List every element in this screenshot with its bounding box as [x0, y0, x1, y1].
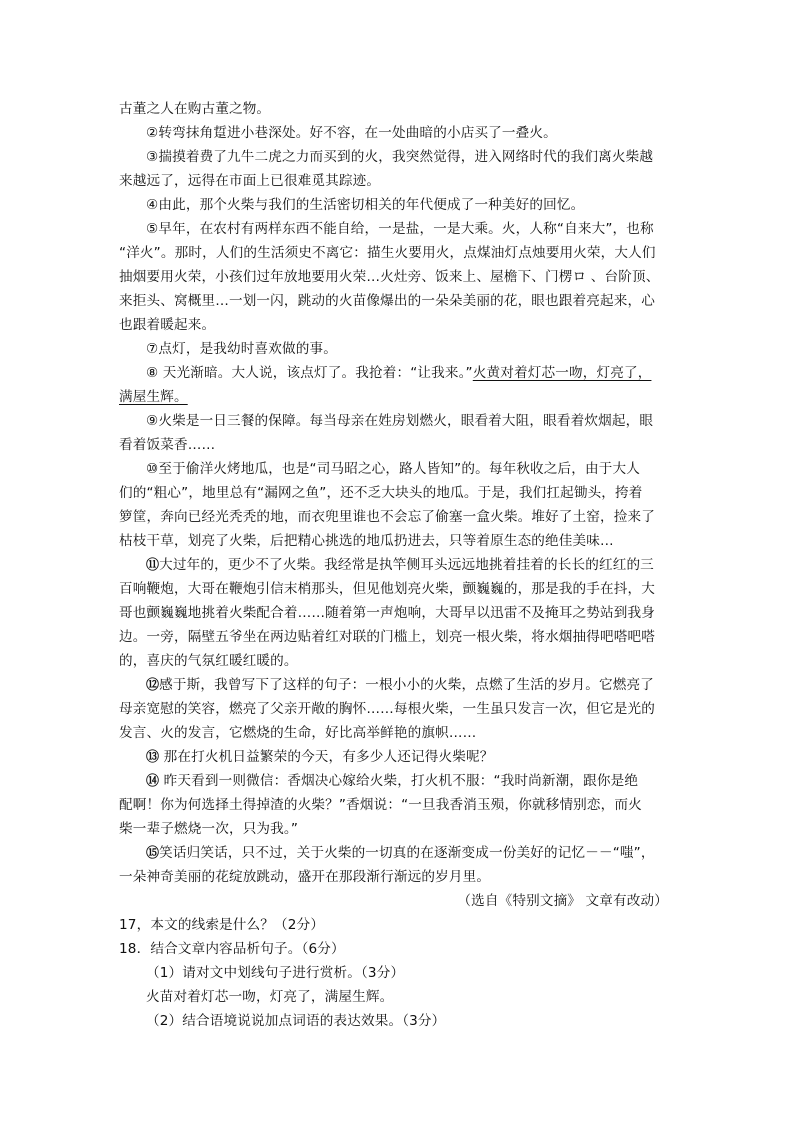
text-line: 来拒头、窝概里…一划一闪，跳动的火苗像爆出的一朵朵美丽的花，眼也跟着亮起来，心	[119, 293, 656, 309]
text-line: 古董之人在购古董之物。	[119, 101, 271, 117]
text-line: ⑦点灯，是我幼时喜欢做的事。	[146, 341, 338, 357]
text-line: 百响鞭炮，大哥在鞭炮引信末梢那头，但见他划亮火柴，颤巍巍的，那是我的手在抖，大	[119, 581, 656, 597]
text-line: 一朵神奇美丽的花绽放跳动，盛开在那段渐行渐远的岁月里。	[119, 869, 491, 885]
text-line: 的，喜庆的气氛红暖红暖的。	[119, 653, 298, 669]
text-line: ⑩至于偷洋火烤地瓜，也是“司马昭之心，路人皆知”的。每年秋收之后，由于大人	[146, 461, 641, 477]
underlined-sentence-end: 满屋生辉。	[119, 389, 188, 405]
text-segment: 大过年的，更少不了火柴。我经常是执竿侧耳头远远地挑着挂着的长长的红红的三	[159, 557, 654, 573]
text-line: 看着饭菜香……	[119, 437, 216, 453]
question-18-part-2: （2）结合语境说说加点词语的表达效果。（3分）	[146, 1013, 446, 1029]
text-line: 发言、火的发言，它燃烧的生命，好比高举鲜艳的旗帜……	[119, 725, 477, 741]
text-line: 来越远了，远得在市面上已很难觅其踪迹。	[119, 173, 381, 189]
question-17: 17，本文的线索是什么？（2分）	[119, 917, 325, 933]
paragraph-number: ⑭	[146, 774, 160, 789]
text-segment: ⑧ 天光渐暗。大人说，该点灯了。我抢着：“让我来。”	[146, 365, 473, 381]
text-line	[146, 555, 706, 576]
text-line: 配啊！你为何选择土得掉渣的火柴？”香烟说：“一旦我香消玉殒，你就移情别恋，而火	[119, 797, 642, 813]
text-line: ②转弯抹角踅进小巷深处。好不容，在一处曲暗的小店买了一叠火。	[146, 125, 557, 141]
text-line	[146, 747, 706, 768]
text-segment: 昨天看到一则微信：香烟决心嫁给火柴，打火机不服：“我时尚新潮，跟你是绝	[159, 773, 639, 789]
text-segment: 那在打火机日益繁荣的今天，有多少人还记得火柴呢？	[159, 749, 494, 765]
question-18-part-1: （1）请对文中划线句子进行赏析。（3分）	[146, 965, 405, 981]
text-line: ⑨火柴是一日三餐的保障。每当母亲在姓房划燃火，眼看着大阻，眼看着炊烟起，眼	[146, 413, 654, 429]
text-line: ④由此，那个火柴与我们的生活密切相关的年代便成了一种美好的回忆。	[146, 197, 585, 213]
text-line: 边。一旁，隔壁五爷坐在两边贴着红对联的门槛上，划亮一根火柴，将水烟抽得吧嗒吧嗒	[119, 629, 656, 645]
text-line: 枯枝干草，划亮了火柴，后把精心挑选的地瓜扔进去，只等着原生态的绝佳美味…	[119, 533, 614, 549]
text-line: 母亲宽慰的笑容，燃亮了父亲开敞的胸怀……每根火柴，一生虽只发言一次，但它是光的	[119, 701, 656, 717]
text-line: ⑤早年，在农村有两样东西不能自给，一是盐，一是大乘。火，人称“自来大”，也称	[146, 221, 654, 237]
text-line	[146, 843, 706, 864]
underlined-sentence: 火黄对着灯芯一吻，灯亮了，	[472, 365, 652, 381]
quoted-sentence: 火苗对着灯芯一吻，灯亮了，满屋生辉。	[146, 989, 394, 1005]
text-line	[119, 387, 679, 407]
text-line: “洋火”。那时，人们的生活须史不离它：描生火要用火，点煤油灯点烛要用火荣，大人们	[119, 245, 656, 261]
text-line: 箩筐，奔向已经光秃秃的地，而衣兜里谁也不会忘了偷塞一盒火柴。堆好了土窑，捡来了	[119, 509, 656, 525]
paragraph-number: ⑬	[146, 750, 160, 765]
text-line: 也跟着暖起来。	[119, 317, 216, 333]
paragraph-number: ⑪	[146, 558, 160, 573]
text-segment: 感于斯，我曾写下了这样的句子：一根小小的火柴，点燃了生活的岁月。它燃亮了	[159, 677, 654, 693]
text-line	[146, 675, 706, 696]
question-18: 18．结合文章内容品析句子。（6分）	[119, 941, 345, 957]
text-line: 柴一辈子燃烧一次，只为我。”	[119, 821, 299, 837]
text-line: 抽烟要用火荣，小孩们过年放地要用火荣…火灶旁、饭来上、屋檐下、门楞ロ 、台阶顶、	[119, 269, 660, 285]
text-line: 哥也颤巍巍地挑着火柴配合着……随着第一声炮响，大哥早以迅雷不及掩耳之势站到我身	[119, 605, 656, 621]
text-line: 们的“粗心”，地里总有“漏网之鱼”，还不乏大块头的地瓜。于是，我们扛起锄头，挎着	[119, 485, 643, 501]
paragraph-number: ⑮	[146, 846, 160, 861]
text-line	[146, 771, 706, 792]
paragraph-number: ⑫	[146, 678, 160, 693]
text-segment: 笑话归笑话，只不过，关于火柴的一切真的在逐渐变成一份美好的记忆－－“嗤”，	[159, 845, 655, 861]
source-citation: （选自《特别文摘》 文章有改动）	[457, 893, 668, 909]
text-line	[146, 363, 706, 383]
text-line: ③揣摸着费了九牛二虎之力而买到的火，我突然觉得，进入网络时代的我们离火柴越	[146, 149, 654, 165]
